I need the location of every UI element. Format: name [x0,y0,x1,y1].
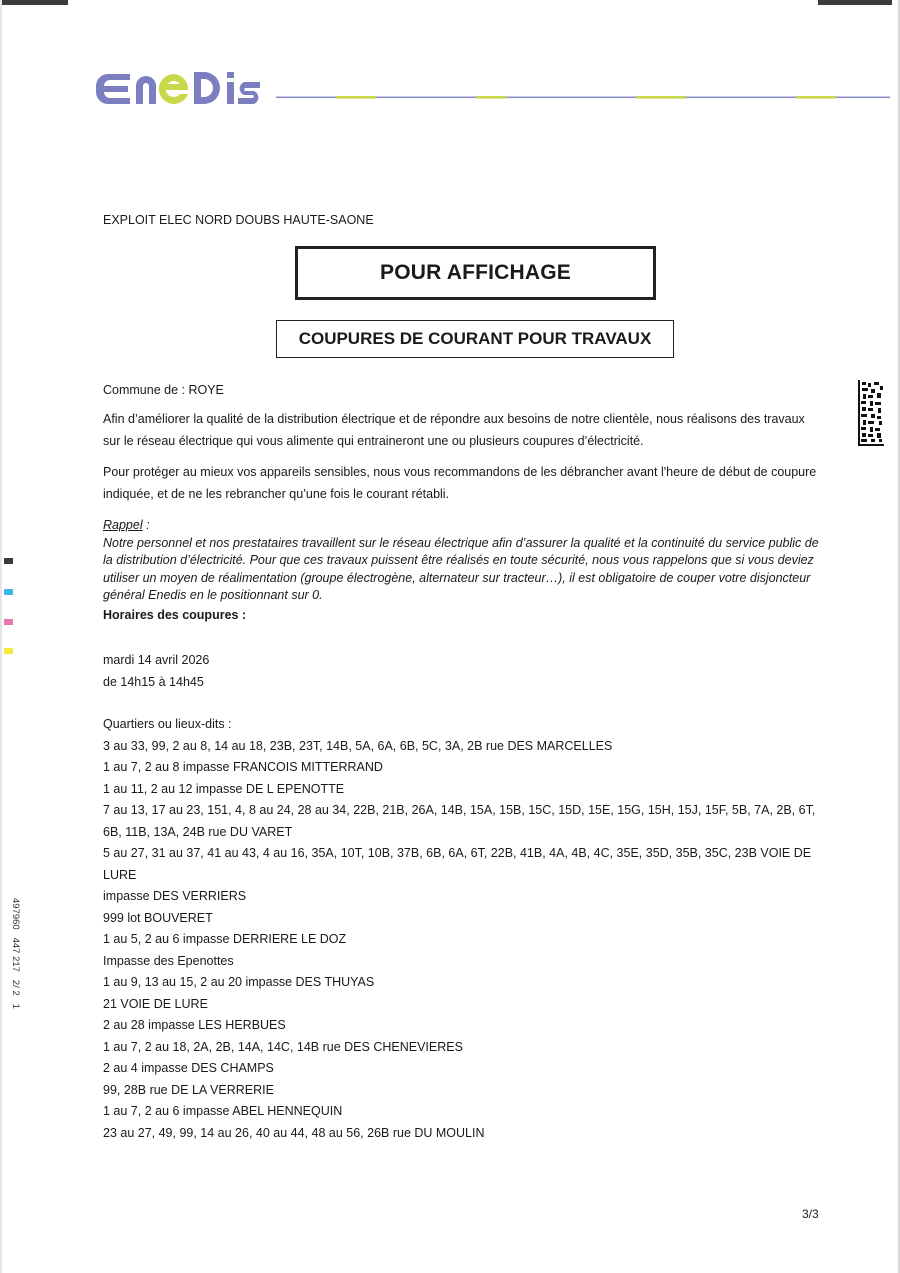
reminder-block [103,517,823,605]
page-number: 3/3 [802,1207,819,1221]
print-mark-yellow [4,648,13,654]
margin-print-code: 497960 447 217 2/ 2 1 [10,898,21,1009]
address-line: 1 au 11, 2 au 12 impasse DE L EPENOTTE [103,781,345,796]
address-line: 1 au 5, 2 au 6 impasse DERRIERE LE DOZ [103,932,347,946]
print-mark-black [4,558,13,564]
print-mark-cyan [4,589,13,595]
address-line: Impasse des Epenottes [103,953,234,968]
subtitle-text: COUPURES DE COURANT POUR TRAVAUX [298,329,652,348]
commune-line: Commune de : ROYE [103,383,224,397]
page-edge-left [0,0,2,1273]
address-line: 3 au 33, 99, 2 au 8, 14 au 18, 23B, 23T, 14B, 5A, 6A, 6B, 5C, 3A, 2B rue DES MARCELLES [103,738,613,753]
address-line: 99, 28B rue DE LA VERRERIE [103,1082,274,1097]
schedule-time: de 14h15 à 14h45 [103,674,204,689]
intro-paragraph: Afin d’améliorer la qualité de la distribution électrique et de répondre aux besoins de notre clientèle, nous réalisons des travaux sur le réseau électrique qui vous alimente qui entraineront une ou plusieurs coupures d’électricité. [103,412,805,448]
address-line: 21 VOIE DE LURE [103,996,208,1011]
datamatrix-code [858,380,884,446]
organization-name: EXPLOIT ELEC NORD DOUBS HAUTE-SAONE [103,213,374,227]
scan-mark-top-left [0,0,68,5]
reminder-text: Notre personnel et nos prestataires travaillent sur le réseau électrique afin d’assurer la qualité et la continuité du service public de la distribution d’électricité. Pour que ces travaux puissent être réalisés en toute sécurité, nous vous rappelons que si vous deviez utiliser un moyen de réalimentation (groupe électrogène, alternateur sur tracteur…), il est obligatoire de couper votre disjoncteur général Enedis en le positionnant sur 0. [103,535,819,602]
address-list [103,714,825,1144]
address-line: 1 au 7, 2 au 18, 2A, 2B, 14A, 14C, 14B rue DES CHENEVIERES [103,1039,463,1054]
address-line: 1 au 7, 2 au 6 impasse ABEL HENNEQUIN [103,1104,343,1118]
schedule-date: mardi 14 avril 2026 [103,653,210,667]
enedis-logo [94,64,266,108]
schedule-heading: Horaires des coupures : [103,608,247,622]
address-line: 1 au 9, 13 au 15, 2 au 20 impasse DES THUYAS [103,975,375,989]
advice-paragraph: Pour protéger au mieux vos appareils sensibles, nous vous recommandons de les débrancher avant l'heure de début de coupure indiquée, et de ne les rebrancher qu’une fois le courant rétabli. [103,465,817,501]
logo-rule [276,96,890,99]
schedule-block [103,650,209,693]
address-heading: Quartiers ou lieux-dits : [103,717,232,731]
address-line: 1 au 7, 2 au 8 impasse FRANCOIS MITTERRAND [103,760,383,774]
address-line: 999 lot BOUVERET [103,910,213,925]
address-line: impasse DES VERRIERS [103,889,247,903]
address-line: 2 au 4 impasse DES CHAMPS [103,1061,274,1075]
subtitle-box [276,320,674,358]
title-text: POUR AFFICHAGE [379,261,572,284]
reminder-title: Rappel [103,518,143,532]
reminder-heading [103,517,823,535]
address-line: 2 au 28 impasse LES HERBUES [103,1018,286,1032]
address-line: 7 au 13, 17 au 23, 151, 4, 8 au 24, 28 au 34, 22B, 21B, 26A, 14B, 15A, 15B, 15C, 15D, 15E, 15G, 15H, 15J, 15F, 5B, 7A, 2B, 6T, 6B, 11B, 13A, 24B rue DU VARET [103,803,816,839]
address-line: 5 au 27, 31 au 37, 41 au 43, 4 au 16, 35A, 10T, 10B, 37B, 6B, 6A, 6T, 22B, 41B, 4A, 4B, 4C, 35E, 35D, 35B, 35C, 23B VOIE DE LURE [103,846,812,882]
scan-mark-top-right [818,0,892,5]
address-line: 23 au 27, 49, 99, 14 au 26, 40 au 44, 48 au 56, 26B rue DU MOULIN [103,1125,485,1140]
reminder-colon: : [142,518,150,532]
print-mark-magenta [4,619,13,625]
title-box [295,246,656,300]
